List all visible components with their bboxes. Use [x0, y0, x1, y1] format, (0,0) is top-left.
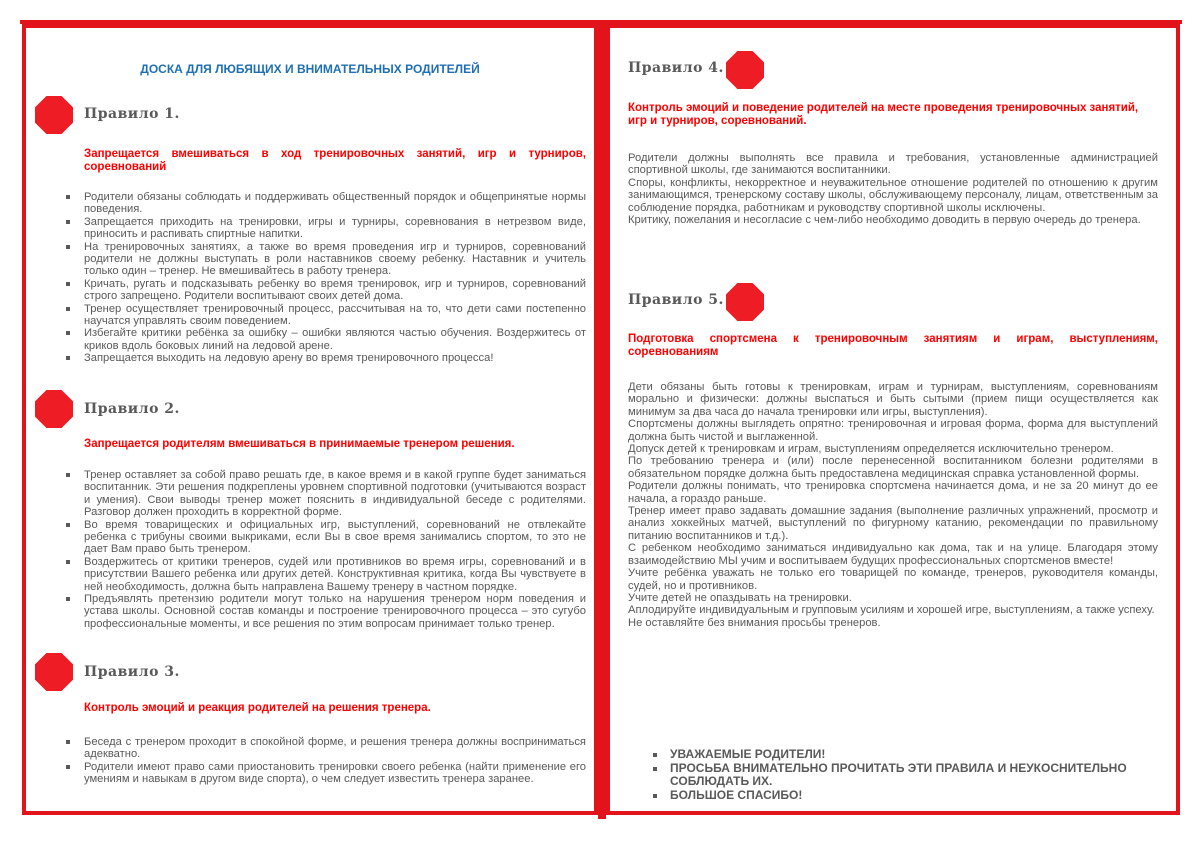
list-item: Запрещается приходить на тренировки, игры и турниры, соревнования в нетрезвом виде, приносить и распивать спиртные напитки.: [59, 216, 586, 241]
rule3-list: [59, 736, 586, 786]
rule2-heading: Правило 2.: [84, 401, 180, 417]
list-item: На тренировочных занятиях, а также во время проведения игр и турниров, соревнований родители не должны выступать в роли наставников своему ребенку. Наставник и учитель только один – тренер. Не вмешивайтесь в работу тренера.: [59, 241, 586, 278]
paragraph: С ребенком необходимо заниматься индивидуально как дома, так и на улице. Благодаря этому взаимодействию МЫ учим и воспитываем будущих профессиональных спортсменов вместе!: [628, 542, 1158, 567]
paragraph: Аплодируйте индивидуальным и групповым усилиям и хорошей игре, выступлениям, а также успеху.: [628, 604, 1155, 617]
list-item: Тренер осуществляет тренировочный процесс, рассчитывая на то, что дети сами постепенно научатся управлять своим поведением.: [59, 303, 586, 328]
rule1-subtitle: Запрещается вмешиваться в ход тренировочных занятий, игр и турниров, соревнований: [84, 148, 586, 173]
closing-item: ПРОСЬБА ВНИМАТЕЛЬНО ПРОЧИТАТЬ ЭТИ ПРАВИЛА И НЕУКОСНИТЕЛЬНО СОБЛЮДАТЬ ИХ.: [650, 762, 1150, 789]
paragraph: Допуск детей к тренировкам и играм, выступлениям определяется исключительно тренером.: [628, 443, 1114, 456]
paragraph: Тренер имеет право задавать домашние задания (выполнение различных упражнений, просмотр и анализ хоккейных матчей, выступлений по фигурному катанию, рекомендации по правильному питанию воспитанников и т.д.).: [628, 505, 1158, 542]
rule1-heading: Правило 1.: [84, 106, 180, 122]
paragraph: Учите детей не опаздывать на тренировки.: [628, 591, 852, 604]
board-title: ДОСКА ДЛЯ ЛЮБЯЩИХ И ВНИМАТЕЛЬНЫХ РОДИТЕЛЕЙ: [140, 62, 480, 76]
list-item: Воздержитесь от критики тренеров, судей или противников во время игры, соревнований и в присутствии Вашего ребенка или других детей. Конструктивная критика, когда Вы чувствуете в ней необходимость, должна быть направлена Вашему тренеру в частном порядке.: [59, 556, 586, 593]
paragraph: По требованию тренера и (или) после перенесенной воспитанником болезни родителями в обязательном порядке должна быть предоставлена медицинская справка установленной формы.: [628, 455, 1158, 480]
rule5-heading: Правило 5.: [628, 292, 724, 308]
list-item: Избегайте критики ребёнка за ошибку – ошибки являются частью обучения. Воздержитесь от криков вдоль боковых линий на ледовой арене.: [59, 327, 586, 352]
octagon-icon: [35, 390, 73, 428]
list-item: Во время товарищеских и официальных игр, выступлений, соревнований не отвлекайте ребенка с трибуны своими выкриками, если Вы в свое время занимались спортом, то это не дает Вам право быть тренером.: [59, 519, 586, 556]
rule4-body: [628, 152, 1158, 226]
closing-notice: [650, 748, 1150, 802]
paragraph: Учите ребёнка уважать не только его товарищей по команде, тренеров, руководителя команды, судей, но и противников.: [628, 567, 1158, 592]
list-item: Предъявлять претензию родители могут только на нарушения тренером норм поведения и устава школы. Основной состав команды и построение тренировочного процесса – это сугубо профессиональные моменты, и все решения по этим вопросам принимает только тренер.: [59, 593, 586, 630]
rule1-list: [59, 191, 586, 365]
list-item: Родители обязаны соблюдать и поддерживать общественный порядок и общепринятые нормы поведения.: [59, 191, 586, 216]
rule5-subtitle: Подготовка спортсмена к тренировочным занятиям и играм, выступлениям, соревнованиям: [628, 333, 1158, 358]
list-item: Запрещается выходить на ледовую арену во время тренировочного процесса!: [59, 352, 586, 364]
rule2-subtitle: Запрещается родителям вмешиваться в принимаемые тренером решения.: [84, 438, 515, 450]
center-divider: [598, 20, 606, 819]
closing-item: УВАЖАЕМЫЕ РОДИТЕЛИ!: [650, 748, 1150, 762]
paragraph: Родители должны выполнять все правила и требования, установленные администрацией спортивной школы, где занимаются воспитанники.: [628, 152, 1158, 177]
right-panel: [606, 24, 1180, 815]
paragraph: Спортсмены должны выглядеть опрятно: тренировочная и игровая форма, форма для выступлений должна быть чистой и выглаженной.: [628, 418, 1158, 443]
paragraph: Не оставляйте без внимания просьбы тренеров.: [628, 616, 881, 629]
paragraph: Дети обязаны быть готовы к тренировкам, играм и турнирам, выступлениям, соревнованиям морально и физически: должны выспаться и быть сытыми (прием пищи осуществляется как минимум за два часа до начала тренировки или игры, выступления).: [628, 381, 1158, 418]
closing-item: БОЛЬШОЕ СПАСИБО!: [650, 789, 1150, 803]
left-panel: [22, 24, 598, 815]
octagon-icon: [35, 653, 73, 691]
octagon-icon: [726, 51, 764, 89]
list-item: Родители имеют право сами приостановить тренировки своего ребенка (найти применение его умениям и навыкам в другом виде спорта), о чем следует известить тренера заранее.: [59, 761, 586, 786]
list-item: Тренер оставляет за собой право решать где, в какое время и в какой группе будет заниматься воспитанник. Эти решения подкреплены уровнем спортивной подготовки (учитываются возраст и умения). Свои выводы тренер может пояснить в индивидуальной беседе с родителями. Разговор должен проходить в корректной форме.: [59, 469, 586, 519]
list-item: Беседа с тренером проходит в спокойной форме, и решения тренера должны восприниматься адекватно.: [59, 736, 586, 761]
rule2-list: [59, 469, 586, 630]
rule5-body: [628, 381, 1158, 629]
list-item: Кричать, ругать и подсказывать ребенку во время тренировок, игр и турниров, соревнований строго запрещено. Родители воспитывают своих детей дома.: [59, 278, 586, 303]
rule4-heading: Правило 4.: [628, 60, 724, 76]
rule3-subtitle: Контроль эмоций и реакция родителей на решения тренера.: [84, 702, 431, 714]
rule3-heading: Правило 3.: [84, 664, 180, 680]
rule4-subtitle: Контроль эмоций и поведение родителей на месте проведения тренировочных занятий, игр и турниров, соревнований.: [628, 102, 1139, 127]
paragraph: Родители должны понимать, что тренировка спортсмена начинается дома, и не за 20 минут до ее начала, а гораздо раньше.: [628, 480, 1158, 505]
paragraph: Споры, конфликты, некорректное и неуважительное отношение родителей по отношению к другим занимающимся, тренерскому составу школы, обслуживающему персоналу, лицам, ответственным за соблюдение порядка, работникам и руководству спортивной школы исключены.: [628, 176, 1158, 214]
paragraph: Критику, пожелания и несогласие с чем-либо необходимо доводить в первую очередь до тренера.: [628, 214, 1141, 227]
octagon-icon: [726, 283, 764, 321]
octagon-icon: [35, 96, 73, 134]
